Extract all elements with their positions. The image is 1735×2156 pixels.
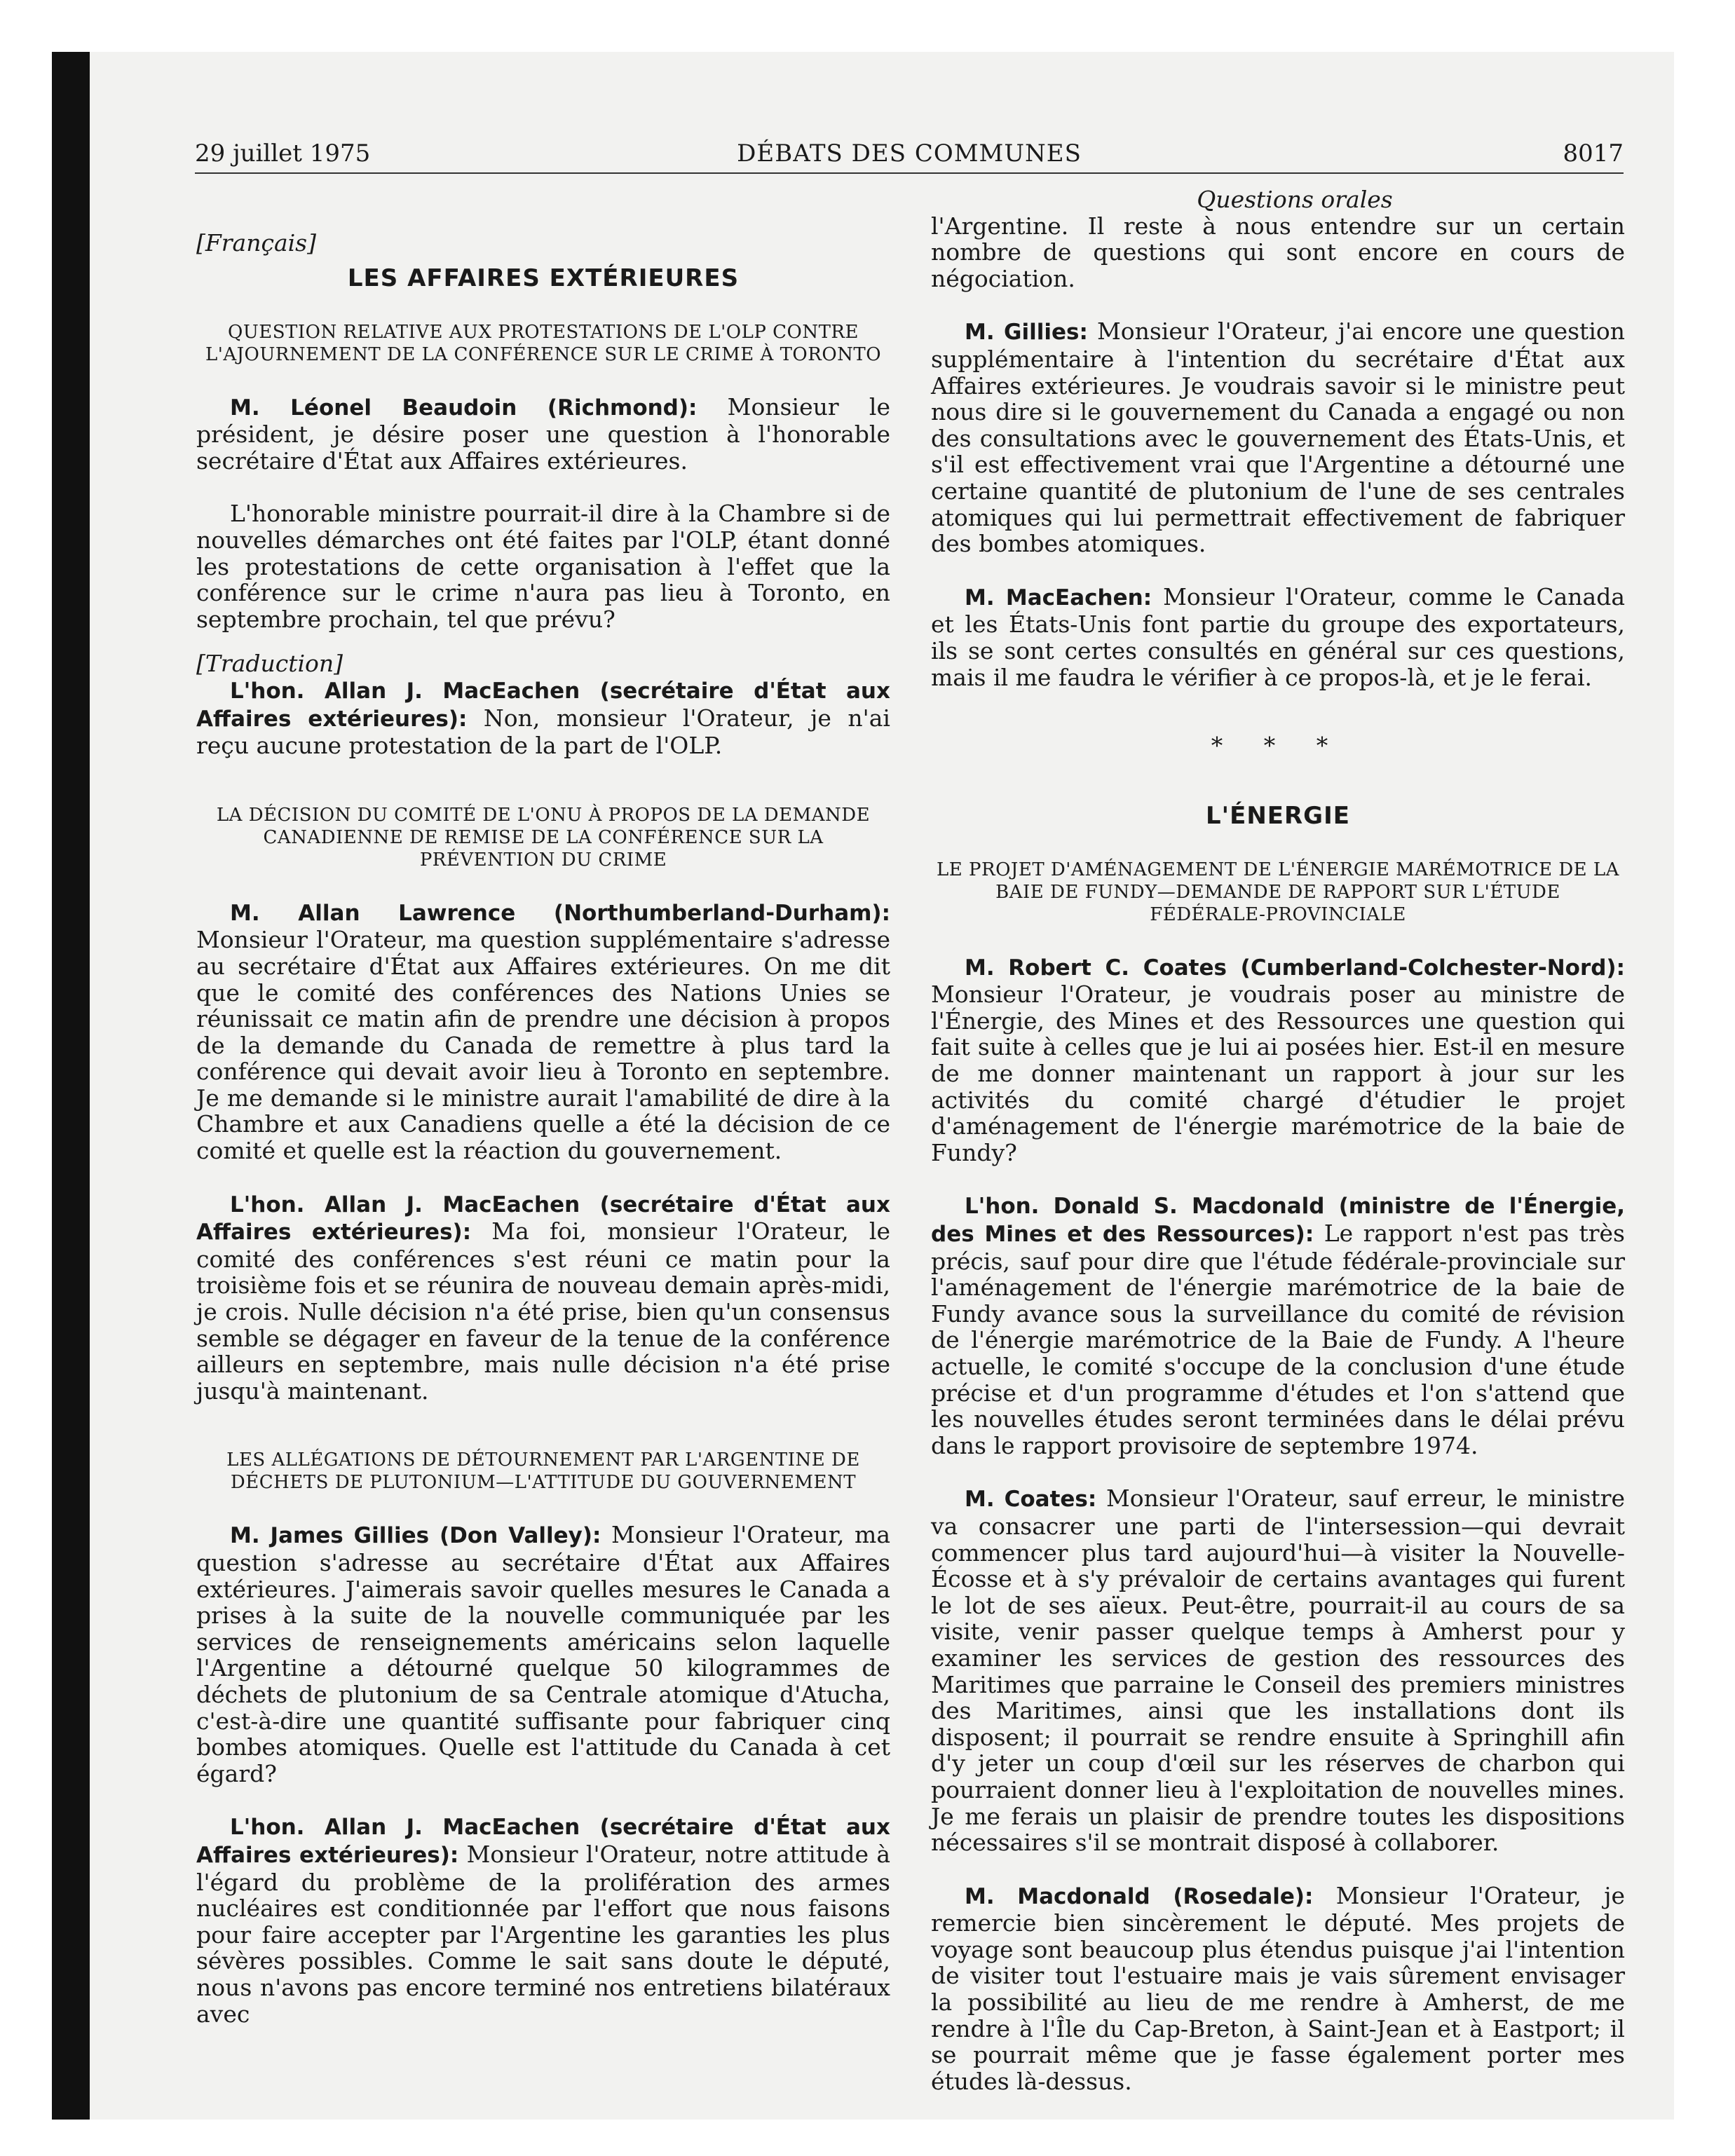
speech-gillies-1: [196, 1522, 890, 1787]
speech-text: Monsieur l'Orateur, je remercie bien sincèrement le député. Mes projets de voyage sont beaucoup plus étendus puisque j'ai l'intention de visiter tout l'estuaire mais je vais sûrement envisager la possibilité au lieu de me rendre à Amherst, de me rendre à l'Île du Cap-Breton, à Saint-Jean et à Eastport; il se pourrait même que je fasse également porter mes études là-dessus.: [931, 1881, 1625, 2095]
speaker-name: L'hon. Allan J. MacEachen (secrétaire d'État aux Affaires extérieures):: [196, 678, 890, 732]
speech-beaudoin-continued: L'honorable ministre pourrait-il dire à la Chambre si de nouvelles démarches ont été faites par l'OLP, étant donné les protestations de cette organisation à l'effet que la conférence sur le crime n'aura pas lieu à Toronto, en septembre prochain, tel que prévu?: [196, 500, 890, 633]
speaker-name: M. James Gillies (Don Valley):: [230, 1523, 601, 1549]
speaker-name: M. Coates:: [965, 1487, 1097, 1513]
speech-text: Non, monsieur l'Orateur, je n'ai reçu aucune protestation de la part de l'OLP.: [196, 704, 890, 760]
scan-edge-bar: [52, 52, 90, 2120]
subheading-plutonium: LES ALLÉGATIONS DE DÉTOURNEMENT PAR L'ARGENTINE DE DÉCHETS DE PLUTONIUM—L'ATTITUDE DU GOUVERNEMENT: [226, 1449, 860, 1494]
header-date: 29 juillet 1975: [195, 139, 371, 168]
subheading-baie-de-fundy: LE PROJET D'AMÉNAGEMENT DE L'ÉNERGIE MARÉMOTRICE DE LA BAIE DE FUNDY—DEMANDE DE RAPPORT SUR L'ÉTUDE FÉDÉRALE-PROVINCIALE: [937, 859, 1619, 925]
speech-text: Monsieur l'Orateur, ma question s'adresse au secrétaire d'État aux Affaires extérieures. J'aimerais savoir quelles mesures le Canada a prises à la suite de la nouvelle communiquée par les services de renseignements américains selon laquelle l'Argentine a détourné quelque 50 kilogrammes de déchets de plutonium de sa Centrale atomique d'Atucha, c'est-à-dire une quantité suffisante pour fabriquer cinq bombes atomiques. Quelle est l'attitude du Canada à cet égard?: [196, 1521, 891, 1787]
speaker-name: M. Léonel Beaudoin (Richmond):: [230, 395, 698, 421]
speech-text: Monsieur l'Orateur, j'ai encore une question supplémentaire à l'intention du secrétaire d'État aux Affaires extérieures. Je voudrais savoir si le ministre peut nous dire si le gouvernement du Canada a engagé ou non des consultations avec le gouvernement des États-Unis, et s'il est effectivement vrai que l'Argentine a détourné une certaine quantité de plutonium de l'une de ses centrales atomiques qui lui permettrait effectivement de fabriquer des bombes atomiques.: [931, 318, 1625, 558]
speech-lawrence: [196, 899, 890, 1164]
speech-text: Monsieur l'Orateur, sauf erreur, le ministre va consacrer une parti de l'intersession—qui devrait commencer plus tard aujourd'hui—à visiter la Nouvelle-Écosse et à s'y prévaloir de certains avantages qui furent le lot de ses aïeux. Peut-être, pourrait-il au cours de sa visite, venir passer quelque temps à Amherst pour y examiner les services de gestion des ressources des Maritimes que parraine le Conseil des premiers ministres des Maritimes, ainsi que les installations dont ils disposent; il pourrait se rendre ensuite à Springhill afin d'y jeter un coup d'œil sur les réserves de charbon qui pourraient donner lieu à l'exploitation de nouvelles mines. Je me ferais un plaisir de prendre toutes les dispositions nécessaires s'il se montrait disposé à collaborer.: [931, 1485, 1625, 1857]
speech-beaudoin: [196, 394, 890, 475]
header-title: DÉBATS DES COMMUNES: [737, 139, 1082, 168]
speaker-name: M. MacEachen:: [965, 585, 1152, 610]
speech-macdonald-1: [931, 1192, 1625, 1459]
column-heading: Questions orales: [1197, 186, 1393, 213]
speaker-name: M. Gillies:: [965, 320, 1088, 346]
speech-text: Ma foi, monsieur l'Orateur, le comité des conférences s'est réuni ce matin pour la troisième fois et se réunira de nouveau demain après-midi, je crois. Nulle décision n'a été prise, bien qu'un consensus semble se dégager en faveur de la tenue de la conférence ailleurs en septembre, mais nulle décision n'a été prise jusqu'à maintenant.: [196, 1217, 890, 1405]
speech-text: Monsieur l'Orateur, comme le Canada et les États-Unis font partie du groupe des exportateurs, ils se sont certes consultés en général sur ces questions, mais il me faudra le vérifier à ce propos-là, et je le ferai.: [931, 582, 1625, 691]
speech-coates-2: [931, 1485, 1625, 1855]
language-marker-francais: [Français]: [196, 229, 316, 257]
speaker-name: M. Allan Lawrence (Northumberland-Durham):: [230, 900, 890, 926]
speech-maceachen-1: [196, 677, 890, 759]
speaker-name: M. Macdonald (Rosedale):: [965, 1883, 1314, 1909]
speaker-name: L'hon. Donald S. Macdonald (ministre de l'Énergie, des Mines et des Ressources):: [931, 1194, 1625, 1248]
speech-coates-1: [931, 954, 1625, 1166]
subheading-olp-protests: QUESTION RELATIVE AUX PROTESTATIONS DE L'OLP CONTRE L'AJOURNEMENT DE LA CONFÉRENCE SUR LE CRIME À TORONTO: [205, 321, 882, 365]
left-column: [196, 186, 890, 2027]
running-header: [195, 137, 1624, 174]
speech-text: Monsieur l'Orateur, je voudrais poser au ministre de l'Énergie, des Mines et des Ressources une question qui fait suite à celles que je lui ai posées hier. Est-il en mesure de me donner maintenant un rapport à jour sur les activités du comité chargé d'étudier le projet d'aménagement de l'énergie marémotrice de la baie de Fundy?: [931, 981, 1625, 1166]
speech-maceachen-2: [196, 1191, 890, 1405]
speech-text: Monsieur le président, je désire poser une question à l'honorable secrétaire d'État aux Affaires extérieures.: [196, 393, 890, 475]
section-separator: * * *: [1211, 732, 1345, 760]
speaker-name: L'hon. Allan J. MacEachen (secrétaire d'État aux Affaires extérieures):: [196, 1815, 890, 1868]
speech-macdonald-2: [931, 1883, 1625, 2095]
speech-gillies-2: [931, 318, 1625, 557]
right-column: [931, 186, 1625, 2094]
speech-text: Le rapport n'est pas très précis, sauf pour dire que l'étude fédérale-provinciale sur l'aménagement de l'énergie marémotrice de la baie de Fundy avance sous la surveillance du comité de révision de l'énergie marémotrice de la Baie de Fundy. A l'heure actuelle, le comité s'occupe de la conclusion d'une étude précise et d'un programme d'études et l'on s'attend que les nouvelles études seront terminées dans le délai prévu dans le rapport provisoire de septembre 1974.: [931, 1220, 1625, 1459]
speaker-name: M. Robert C. Coates (Cumberland-Colchester-Nord):: [965, 955, 1625, 981]
speech-maceachen-3-continued: l'Argentine. Il reste à nous entendre sur un certain nombre de questions qui sont encore en cours de négociation.: [931, 212, 1625, 292]
speech-text: Monsieur l'Orateur, ma question supplémentaire s'adresse au secrétaire d'État aux Affaires extérieures. On me dit que le comité des conférences des Nations Unies se réunissait ce matin afin de prendre une décision à propos de la demande du Canada de remettre à plus tard la conférence qui devait avoir lieu à Toronto en septembre. Je me demande si le ministre aurait l'amabilité de dire à la Chambre et aux Canadiens quelle a été la décision de ce comité et quelle est la réaction du gouvernement.: [196, 926, 890, 1165]
speech-maceachen-3: [196, 1813, 890, 2027]
speaker-name: L'hon. Allan J. MacEachen (secrétaire d'État aux Affaires extérieures):: [196, 1192, 890, 1246]
language-marker-traduction: [Traduction]: [196, 650, 343, 678]
page-number: 8017: [1563, 139, 1624, 168]
section-title-energie: L'ÉNERGIE: [1206, 801, 1350, 830]
speech-text: Monsieur l'Orateur, notre attitude à l'égard du problème de la prolifération des armes nucléaires est conditionnée par l'effort que nous faisons pour faire accepter par l'Argentine les garanties les plus sévères possibles. Comme le sait sans doute le député, nous n'avons pas encore terminé nos entretiens bilatéraux avec: [196, 1840, 890, 2028]
section-title-affaires-exterieures: LES AFFAIRES EXTÉRIEURES: [347, 264, 740, 292]
speech-maceachen-4: [931, 584, 1625, 690]
subheading-onu-decision: LA DÉCISION DU COMITÉ DE L'ONU À PROPOS DE LA DEMANDE CANADIENNE DE REMISE DE LA CONFÉRENCE SUR LA PRÉVENTION DU CRIME: [216, 804, 871, 871]
